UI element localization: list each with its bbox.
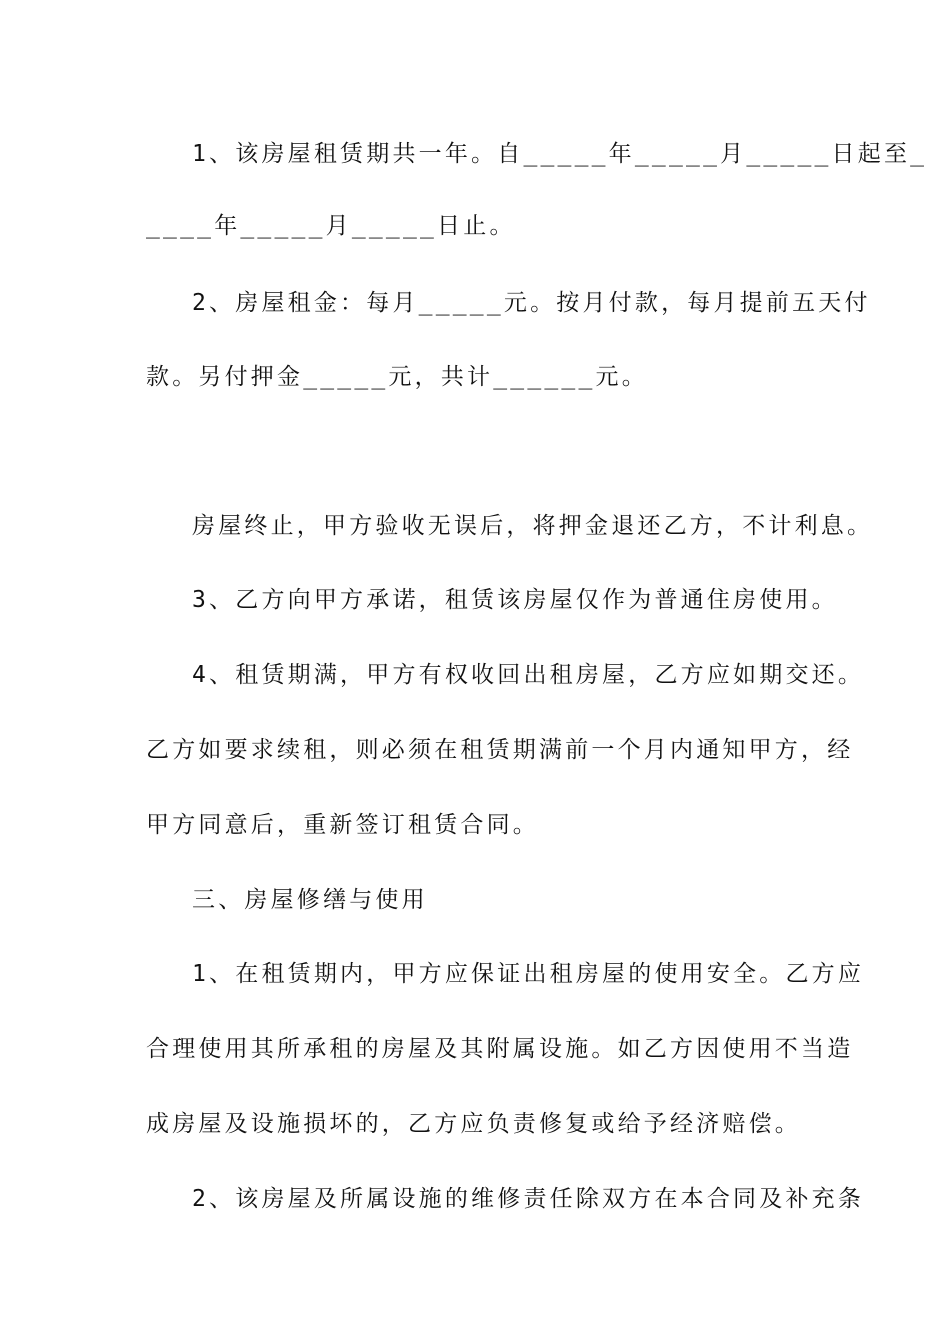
clause-4-line-3: 甲方同意后，重新签订租赁合同。 <box>146 812 539 838</box>
repair-clause-1-line-1: 1、在租赁期内，甲方应保证出租房屋的使用安全。乙方应 <box>192 961 865 987</box>
clause-3-line: 3、乙方向甲方承诺，租赁该房屋仅作为普通住房使用。 <box>192 587 838 613</box>
clause-1-line-2: ____年_____月_____日止。 <box>146 213 516 239</box>
clause-1-line-1: 1、该房屋租赁期共一年。自_____年_____月_____日起至_ <box>192 141 928 167</box>
deposit-return-line: 房屋终止，甲方验收无误后，将押金退还乙方，不计利息。 <box>192 513 874 539</box>
clause-4-line-1: 4、租赁期满，甲方有权收回出租房屋，乙方应如期交还。 <box>192 662 865 688</box>
repair-clause-1-line-3: 成房屋及设施损坏的，乙方应负责修复或给予经济赔偿。 <box>146 1111 801 1137</box>
section-heading: 三、房屋修缮与使用 <box>192 887 428 913</box>
clause-2-line-2: 款。另付押金_____元，共计______元。 <box>146 364 648 390</box>
clause-4-line-2: 乙方如要求续租，则必须在租赁期满前一个月内通知甲方，经 <box>146 737 854 763</box>
clause-2-line-1: 2、房屋租金：每月_____元。按月付款，每月提前五天付 <box>192 290 871 316</box>
repair-clause-1-line-2: 合理使用其所承租的房屋及其附属设施。如乙方因使用不当造 <box>146 1036 854 1062</box>
repair-clause-2-line-1: 2、该房屋及所属设施的维修责任除双方在本合同及补充条 <box>192 1186 865 1212</box>
